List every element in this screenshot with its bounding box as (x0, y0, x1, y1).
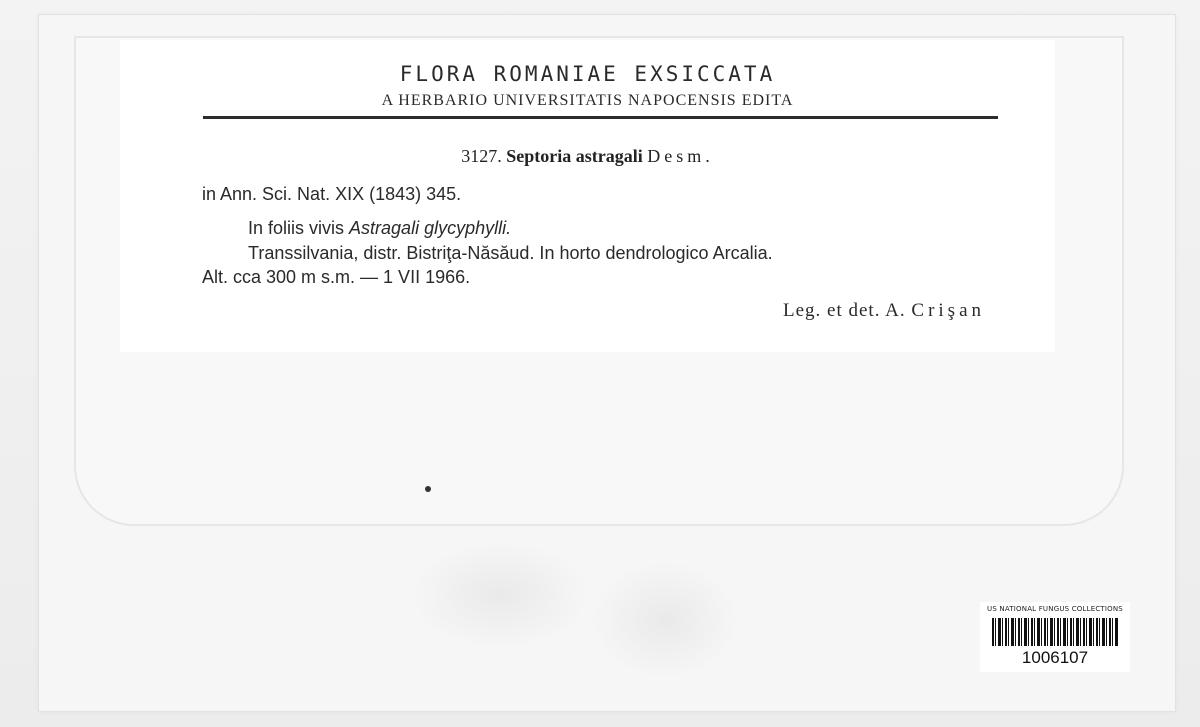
legit-line (783, 300, 985, 322)
specimen-number: 3127. (461, 146, 502, 166)
label-title: FLORA ROMANIAE EXSICCATA (399, 62, 776, 86)
locality: Transsilvania, distr. Bistriţa-Năsăud. In horto dendrologico Arcalia. (248, 243, 773, 263)
host-prefix: In foliis vivis (248, 218, 350, 238)
stain (410, 540, 590, 650)
publication-citation: in Ann. Sci. Nat. XIX (1843) 345. (202, 184, 462, 204)
collector-name: Crişan (911, 300, 985, 321)
barcode-icon (992, 618, 1118, 646)
exsiccata-label (120, 40, 1055, 352)
ink-dot (425, 486, 431, 492)
barcode-number: 1006107 (1021, 648, 1089, 667)
host-name: Astragali glycyphylli. (349, 218, 512, 238)
barcode-header: US NATIONAL FUNGUS COLLECTIONS (987, 605, 1123, 613)
species-line (120, 146, 1055, 167)
host-line (248, 218, 511, 239)
species-name: Septoria astragali (506, 146, 643, 166)
altitude-date: Alt. cca 300 m s.m. — 1 VII 1966. (202, 267, 471, 287)
legit-prefix: Leg. et det. A. (783, 300, 906, 321)
species-author: Desm. (647, 146, 714, 166)
title-divider (203, 116, 998, 119)
label-subtitle: A HERBARIO UNIVERSITATIS NAPOCENSIS EDITA (381, 92, 794, 109)
stain (590, 560, 740, 680)
barcode-label (980, 602, 1130, 672)
